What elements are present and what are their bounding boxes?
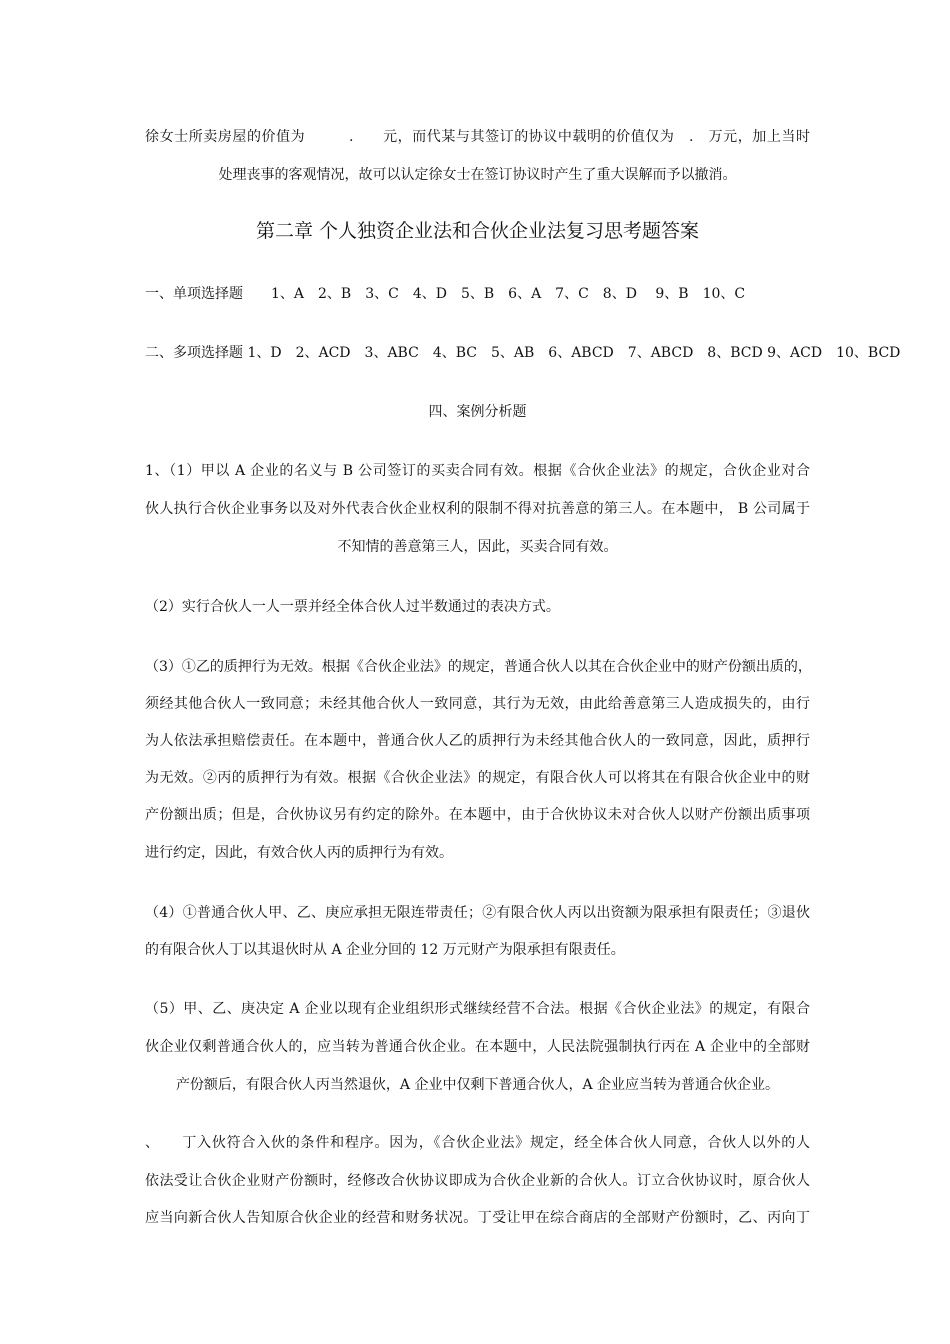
case1-line: 不知情的善意第三人，因此，买卖合同有效。	[337, 539, 618, 555]
case1-answer-2: （2）实行合伙人一人一票并经全体合伙人过半数通过的表决方式。	[145, 599, 560, 615]
case1-line: （5）甲、乙、庚决定 A 企业以现有企业组织形式继续经营不合法。根据《合伙企业法》的规定，有限合	[145, 1001, 810, 1017]
multi-choice-answers: 二、多项选择题 1、D 2、ACD 3、ABC 4、BC 5、AB 6、ABCD 7、ABCD 8、BCD 9、ACD 10、BCD	[145, 345, 901, 361]
paragraph-line: 徐女士所卖房屋的价值为 . 元，而代某与其签订的协议中载明的价值仅为 . 万元，加上当时	[145, 129, 810, 145]
section-heading: 四、案例分析题	[428, 404, 527, 420]
case1-line: 为人依法承担赔偿责任。在本题中，普通合伙人乙的质押行为未经其他合伙人的一致同意，因此，质押行	[145, 733, 810, 749]
case1-line: （4）①普通合伙人甲、乙、庚应承担无限连带责任；②有限合伙人丙以出资额为限承担有限责任；③退伙	[145, 905, 810, 921]
case1-line: 产份额出质；但是，合伙协议另有约定的除外。在本题中，由于合伙协议未对合伙人以财产份额出质事项	[145, 807, 810, 823]
case1-line: 须经其他合伙人一致同意；未经其他合伙人一致同意，其行为无效，由此给善意第三人造成损失的，由行	[145, 696, 810, 712]
case2-line: 依法受让合伙企业财产份额时，经修改合伙协议即成为合伙企业新的合伙人。订立合伙协议时，原合伙人	[145, 1173, 810, 1189]
case1-line: 为无效。②丙的质押行为有效。根据《合伙企业法》的规定，有限合伙人可以将其在有限合伙企业中的财	[145, 770, 810, 786]
case1-line: 进行约定，因此，有效合伙人丙的质押行为有效。	[145, 845, 453, 861]
chapter-title: 第二章 个人独资企业法和合伙企业法复习思考题答案	[255, 220, 700, 242]
case1-line: 伙企业仅剩普通合伙人的，应当转为普通合伙企业。在本题中，人民法院强制执行丙在 A 企业中的全部财	[145, 1039, 810, 1055]
case2-line: 应当向新合伙人告知原合伙企业的经营和财务状况。丁受让甲在综合商店的全部财产份额时，乙、丙向丁	[145, 1210, 810, 1226]
case1-line: 伙人执行合伙企业事务以及对外代表合伙企业权利的限制不得对抗善意的第三人。在本题中， B 公司属于	[145, 501, 810, 517]
case1-line: （3）①乙的质押行为无效。根据《合伙企业法》的规定，普通合伙人以其在合伙企业中的财产份额出质的，	[145, 659, 812, 675]
paragraph-line: 处理丧事的客观情况，故可以认定徐女士在签订协议时产生了重大误解而予以撤消。	[218, 167, 737, 183]
case2-line: 、 丁入伙符合入伙的条件和程序。因为，《合伙企业法》规定，经全体合伙人同意，合伙人以外的人	[145, 1135, 810, 1151]
case1-line: 的有限合伙人丁以其退伙时从 A 企业分回的 12 万元财产为限承担有限责任。	[145, 942, 625, 958]
case1-line: 产份额后，有限合伙人丙当然退伙，A 企业中仅剩下普通合伙人，A 企业应当转为普通合伙企业。	[175, 1077, 780, 1093]
case1-line: 1、（1）甲以 A 企业的名义与 B 公司签订的买卖合同有效。根据《合伙企业法》的规定，合伙企业对合	[145, 463, 810, 479]
single-choice-answers: 一、单项选择题 1、A 2、B 3、C 4、D 5、B 6、A 7、C 8、D 9、B 10、C	[145, 286, 746, 302]
